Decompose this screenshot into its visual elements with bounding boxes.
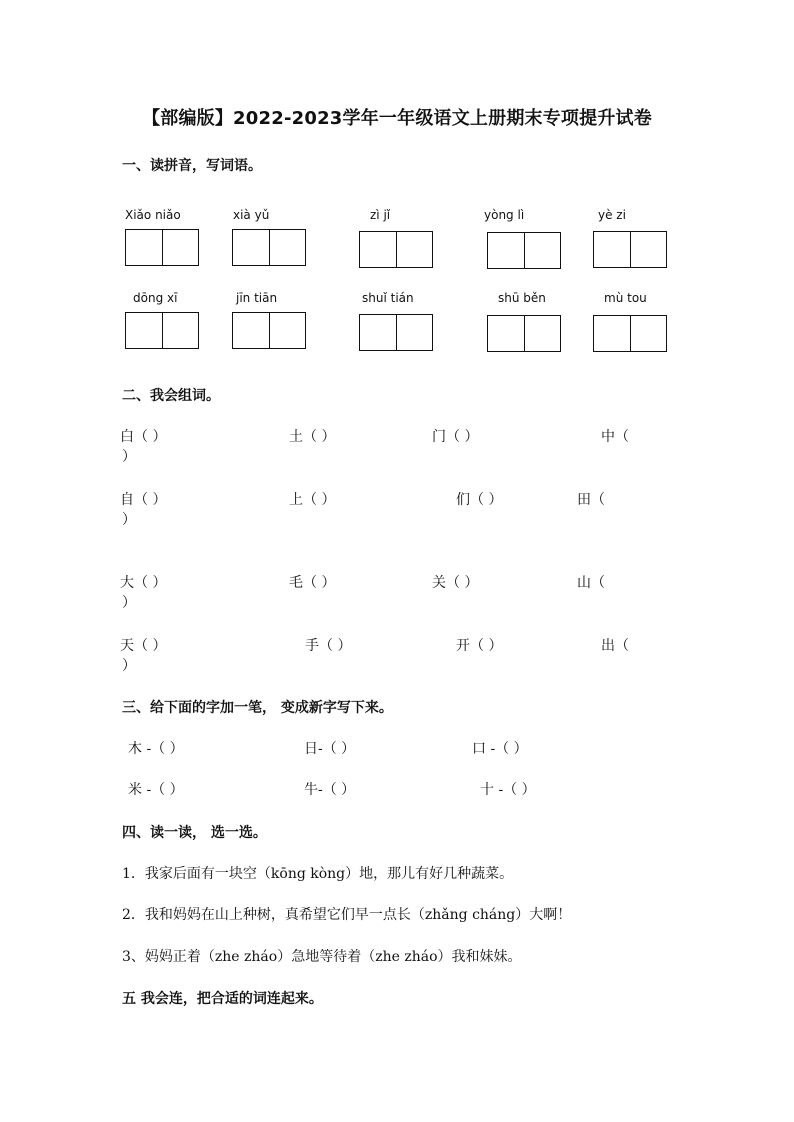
- writing-box[interactable]: [125, 312, 199, 349]
- zuci-item: 土（ ）: [289, 429, 336, 445]
- zuci-item: 们（ ）: [456, 492, 503, 508]
- pinyin-label: zì jǐ: [370, 208, 391, 222]
- jia-yi-bi-item: 十 -（ ）: [480, 782, 536, 798]
- page-title: 【部编版】2022-2023学年一年级语文上册期末专项提升试卷: [142, 108, 652, 129]
- zuci-item: 出（: [601, 638, 629, 654]
- pinyin-label: mù tou: [604, 291, 647, 305]
- reading-question-1: 1．我家后面有一块空（kōng kòng）地，那儿有好几种蔬菜。: [122, 866, 514, 882]
- zuci-wrap-paren: ）: [122, 449, 136, 465]
- zuci-item: 门（ ）: [432, 429, 479, 445]
- jia-yi-bi-item: 米 -（ ）: [128, 782, 184, 798]
- section-heading-5: 五 我会连，把合适的词连起来。: [122, 991, 323, 1007]
- pinyin-label: xià yǔ: [233, 208, 270, 222]
- zuci-item: 上（ ）: [289, 492, 336, 508]
- zuci-item: 田（: [577, 492, 605, 508]
- section-heading-3: 三、给下面的字加一笔， 变成新字写下来。: [122, 700, 393, 716]
- zuci-item: 中（: [601, 429, 629, 445]
- zuci-wrap-paren: ）: [122, 512, 136, 528]
- reading-question-3: 3、妈妈正着（zhe zháo）急地等待着（zhe zháo）我和妹妹。: [122, 949, 522, 965]
- jia-yi-bi-item: 口 -（ ）: [472, 741, 528, 757]
- pinyin-label: shū běn: [498, 291, 546, 305]
- zuci-item: 天（ ）: [120, 638, 167, 654]
- writing-box[interactable]: [232, 229, 306, 266]
- pinyin-label: shuǐ tián: [362, 291, 414, 305]
- writing-box[interactable]: [593, 315, 667, 352]
- zuci-item: 毛（ ）: [289, 575, 336, 591]
- section-heading-4: 四、读一读， 选一选。: [122, 825, 267, 841]
- jia-yi-bi-item: 牛-（ ）: [304, 782, 356, 798]
- pinyin-label: yòng lì: [484, 208, 525, 222]
- reading-question-2: 2．我和妈妈在山上种树，真希望它们早一点长（zhǎng cháng）大啊！: [122, 907, 572, 923]
- writing-box[interactable]: [359, 231, 433, 268]
- zuci-wrap-paren: ）: [122, 658, 136, 674]
- zuci-item: 白（ ）: [120, 429, 167, 445]
- writing-box[interactable]: [359, 314, 433, 351]
- pinyin-label: jīn tiān: [236, 291, 278, 305]
- zuci-item: 关（ ）: [432, 575, 479, 591]
- zuci-wrap-paren: ）: [122, 595, 136, 611]
- writing-box[interactable]: [232, 312, 306, 349]
- zuci-item: 山（: [577, 575, 605, 591]
- pinyin-label: Xiǎo niǎo: [125, 208, 181, 222]
- pinyin-label: yè zi: [598, 208, 626, 222]
- writing-box[interactable]: [487, 315, 561, 352]
- jia-yi-bi-item: 木 -（ ）: [128, 741, 184, 757]
- writing-box[interactable]: [487, 232, 561, 269]
- writing-box[interactable]: [593, 231, 667, 268]
- section-heading-2: 二、我会组词。: [122, 388, 220, 404]
- writing-box[interactable]: [125, 229, 199, 266]
- zuci-item: 自（ ）: [120, 492, 167, 508]
- zuci-item: 开（ ）: [456, 638, 503, 654]
- pinyin-label: dōng xī: [133, 291, 178, 305]
- zuci-item: 大（ ）: [120, 575, 167, 591]
- jia-yi-bi-item: 日-（ ）: [304, 741, 356, 757]
- section-heading-1: 一、读拼音，写词语。: [122, 158, 262, 174]
- zuci-item: 手（ ）: [305, 638, 352, 654]
